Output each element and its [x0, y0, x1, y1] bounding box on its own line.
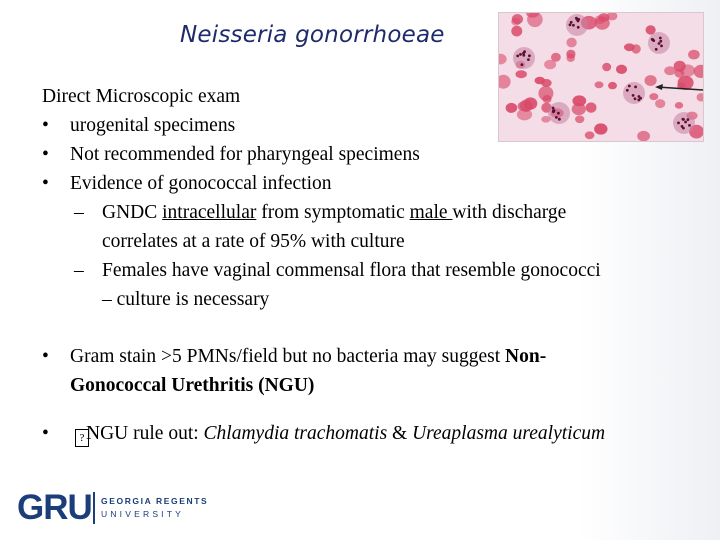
stained-cell	[680, 64, 695, 76]
stained-cell	[624, 43, 635, 51]
stained-cell	[516, 70, 527, 78]
diplococci-dot	[658, 42, 661, 45]
sub-bullet-females	[42, 256, 682, 314]
diplococci-dot	[572, 24, 575, 27]
stained-cell	[616, 65, 627, 74]
sub-text: – culture is necessary	[102, 289, 270, 310]
stained-cell	[602, 63, 611, 72]
spacer	[42, 400, 682, 419]
diplococci-dot	[655, 48, 658, 51]
underlined-intracellular: intracellular	[162, 202, 257, 223]
stained-cell	[566, 38, 576, 48]
bold-term: Gonococcal Urethritis (NGU)	[70, 375, 315, 396]
bullet-evidence	[42, 169, 682, 198]
diplococci-dot	[688, 124, 691, 127]
sub-dash: –	[74, 260, 84, 281]
stained-cell	[688, 50, 700, 60]
diplococci-dot	[521, 63, 524, 66]
bullet-pharyngeal	[42, 140, 682, 169]
sub-text: with discharge	[452, 202, 567, 223]
missing-glyph-icon: ?	[75, 429, 89, 447]
logo-subname: UNIVERSITY	[101, 509, 185, 519]
spacer	[42, 314, 682, 342]
diplococci-dot	[527, 58, 530, 61]
bullet-dot: •	[42, 423, 49, 444]
logo-name: GEORGIA REGENTS	[101, 496, 209, 506]
stained-cell	[566, 50, 575, 59]
bullet-text: &	[387, 423, 413, 444]
diplococci-dot	[569, 23, 572, 26]
bullet-urogenital	[42, 111, 682, 140]
slide-body	[42, 82, 682, 448]
logo-mark: GRU	[17, 488, 92, 527]
diplococci-dot	[577, 18, 580, 21]
bold-term: Non-	[505, 346, 547, 367]
organism-ureaplasma: Ureaplasma urealyticum	[412, 423, 606, 444]
diplococci-dot	[528, 54, 531, 57]
bullet-dot: •	[42, 115, 49, 136]
bullet-dot: •	[42, 144, 49, 165]
stained-cell	[511, 26, 522, 37]
diplococci-dot	[570, 21, 573, 24]
diplococci-dot	[684, 121, 687, 124]
stained-cell	[511, 18, 520, 26]
bullet-text: Evidence of gonococcal infection	[70, 173, 332, 194]
sub-dash: –	[74, 202, 84, 223]
sub-text: from symptomatic	[256, 202, 410, 223]
diplococci-dot	[659, 40, 662, 43]
diplococci-dot	[516, 55, 519, 58]
diplococci-dot	[577, 26, 580, 29]
section-heading: Direct Microscopic exam	[42, 86, 241, 107]
sub-text: correlates at a rate of 95% with culture	[102, 231, 405, 252]
diplococci-dot	[522, 54, 525, 57]
diplococci-dot	[519, 53, 522, 56]
sub-text: Females have vaginal commensal flora that resemble gonococci	[102, 260, 601, 281]
bullet-ngu-rule-out	[42, 419, 682, 448]
diplococci-dot	[651, 38, 654, 41]
diplococci-dot	[660, 45, 663, 48]
sub-text: GNDC	[102, 202, 163, 223]
bullet-gram-stain	[42, 342, 682, 400]
bullet-dot: •	[42, 173, 49, 194]
organism-chlamydia: Chlamydia trachomatis	[203, 423, 388, 444]
gru-logo	[17, 488, 237, 528]
bullet-text: Not recommended for pharyngeal specimens	[70, 144, 420, 165]
underlined-male: male	[409, 202, 453, 223]
bullet-text: Gram stain >5 PMNs/field but no bacteria may suggest	[70, 346, 506, 367]
bullet-text: NGU rule out:	[86, 423, 204, 444]
bullet-text: urogenital specimens	[70, 115, 236, 136]
diplococci-dot	[659, 37, 662, 40]
bullet-dot: •	[42, 346, 49, 367]
stained-cell	[598, 13, 609, 21]
sub-bullet-gndc	[42, 198, 682, 256]
pmn-cell	[513, 47, 535, 69]
slide-title: Neisseria gonorrhoeae	[180, 22, 445, 48]
diplococci-dot	[682, 127, 685, 130]
stained-cell	[551, 53, 561, 62]
logo-divider	[93, 492, 95, 524]
diplococci-dot	[687, 118, 690, 121]
